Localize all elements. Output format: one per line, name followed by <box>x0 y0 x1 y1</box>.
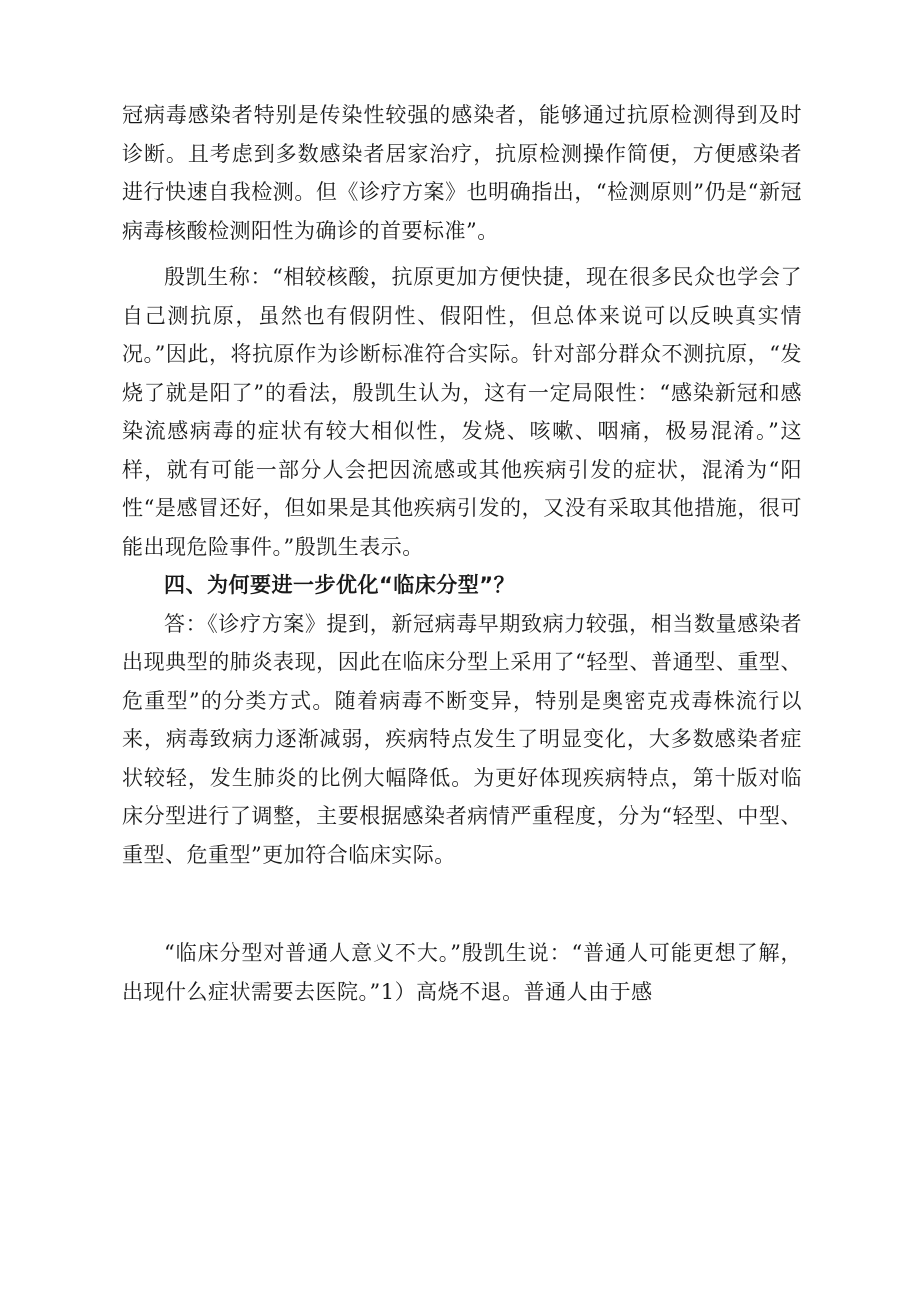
paragraph-2: 殷凯生称：“相较核酸，抗原更加方便快捷，现在很多民众也学会了自己测抗原，虽然也有假阴性、假阳性，但总体来说可以反映真实情况。”因此，将抗原作为诊断标准符合实际。针对部分群众不测抗原，“发烧了就是阳了”的看法，殷凯生认为，这有一定局限性：“感染新冠和感染流感病毒的症状有较大相似性，发烧、咳嗽、咽痛，极易混淆。”这样，就有可能一部分人会把因流感或其他疾病引发的症状，混淆为“阳性“是感冒还好，但如果是其他疾病引发的，又没有采取其他措施，很可能出现危险事件。”殷凯生表示。 <box>122 265 802 559</box>
paragraph-gap <box>122 874 802 934</box>
section-heading: 四、为何要进一步优化“临床分型”？ <box>164 573 516 597</box>
paragraph-3: 答：《诊疗方案》提到，新冠病毒早期致病力较强，相当数量感染者出现典型的肺炎表现，因此在临床分型上采用了“轻型、普通型、重型、危重型”的分类方式。随着病毒不断变异，特别是奥密克戎毒株流行以来，病毒致病力逐渐减弱，疾病特点发生了明显变化，大多数感染者症状较轻，发生肺炎的比例大幅降低。为更好体现疾病特点，第十版对临床分型进行了调整，主要根据感染者病情严重程度，分为“轻型、中型、重型、危重型”更加符合临床实际。 <box>122 611 802 867</box>
paragraph-1: 冠病毒感染者特别是传染性较强的感染者，能够通过抗原检测得到及时诊断。且考虑到多数感染者居家治疗，抗原检测操作简便，方便感染者进行快速自我检测。但《诊疗方案》也明确指出，“检测原则”仍是“新冠病毒核酸检测阳性为确诊的首要标准”。 <box>122 103 802 243</box>
paragraph-4: “临床分型对普通人意义不大。”殷凯生说：“普通人可能更想了解，出现什么症状需要去医院。”1）高烧不退。普通人由于感 <box>122 941 802 1004</box>
